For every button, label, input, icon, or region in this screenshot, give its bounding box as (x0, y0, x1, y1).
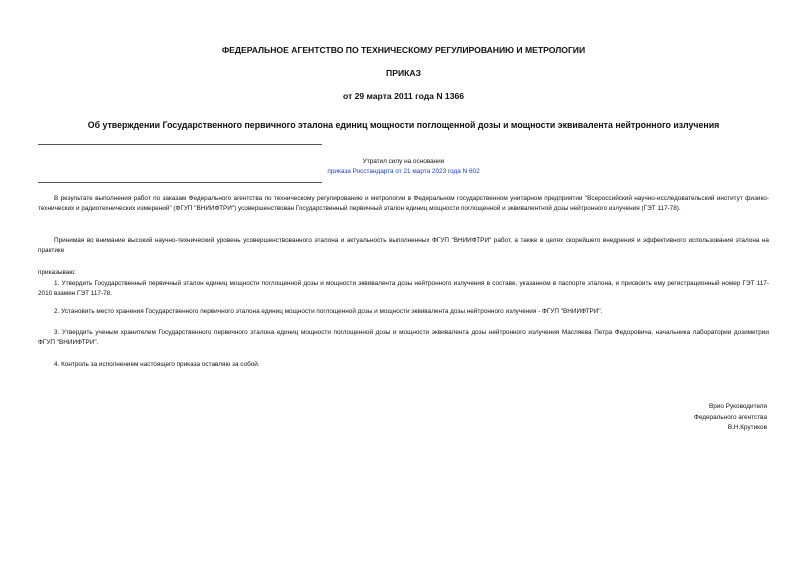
order-item-1: 1. Утвердить Государственный первичный эталон единиц мощности поглощенной дозы и мощности эквивалента дозы нейтронного излучения в составе, указанном в паспорте эталона, и присвоить ему регистрационный номер ГЭТ 117-2010 взамен ГЭТ 117-78. (38, 280, 769, 297)
signature-organization: Федерального агентства (693, 414, 767, 421)
status-link-line (0, 168, 807, 175)
date-number-heading: от 29 марта 2011 года N 1366 (342, 91, 465, 101)
divider-bottom (38, 182, 322, 183)
signature-position: Врио Руководителя (708, 403, 767, 410)
signature-name: В.Н.Крутиков (727, 424, 767, 431)
order-item-3: 3. Утвердить ученым хранителем Государственного первичного эталона единиц мощности поглощенной дозы и мощности эквивалента дозы нейтронного излучения Масляева Петра Федоровича, начальника лаборатории дозиметрии ФГУП "ВНИИФТРИ". (38, 329, 769, 346)
order-item-2: 2. Установить место хранения Государственного первичного эталона единиц мощности поглощенной дозы и мощности эквивалента дозы нейтронного излучения - ФГУП "ВНИИФТРИ". (54, 308, 603, 315)
document-type-heading: ПРИКАЗ (386, 68, 421, 78)
repeal-order-link[interactable]: приказа Росстандарта от 21 марта 2023 года N 602 (327, 168, 480, 175)
agency-heading: ФЕДЕРАЛЬНОЕ АГЕНТСТВО ПО ТЕХНИЧЕСКОМУ РЕГУЛИРОВАНИЮ И МЕТРОЛОГИИ (221, 45, 586, 55)
divider-top (38, 144, 322, 145)
paragraph-considering: Принимая во внимание высокий научно-технический уровень усовершенствованного эталона и актуальность выполненных ФГУП "ВНИИФТРИ" работ, а также в целях скорейшего внедрения и эффективного использования эталона на практике (38, 237, 769, 254)
paragraph-intro: В результате выполнения работ по заказам Федерального агентства по техническому регулированию и метрологии в Федеральном государственном унитарном предприятии "Всероссийский научно-исследовательский институт физико-технических и радиотехнических измерений" (ФГУП "ВНИИФТРИ") усовершенствован Государственный первичный эталон единиц мощности поглощенной и эквивалентной дозы нейтронного излучения (ГЭТ 117-78). (38, 195, 769, 212)
status-note: Утратил силу на основании (362, 158, 445, 165)
order-item-4: 4. Контроль за исполнением настоящего приказа оставляю за собой. (54, 361, 260, 368)
paragraph-order-word: приказываю: (38, 269, 76, 276)
document-title: Об утверждении Государственного первичного эталона единиц мощности поглощенной дозы и мощности эквивалента нейтронного излучения (87, 120, 720, 130)
